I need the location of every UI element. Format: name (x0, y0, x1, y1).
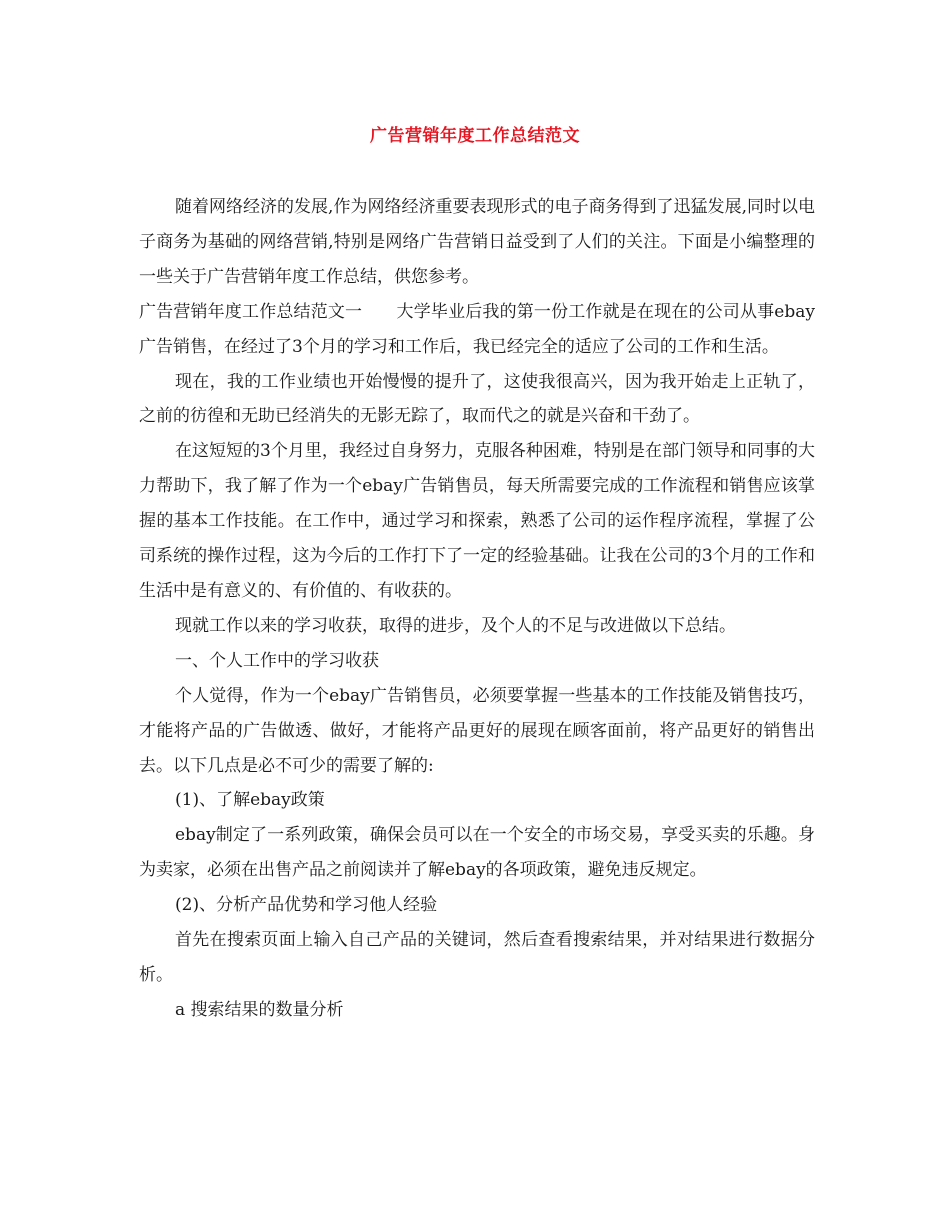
paragraph: 随着网络经济的发展,作为网络经济重要表现形式的电子商务得到了迅猛发展,同时以电子商务为基础的网络营销,特别是网络广告营销日益受到了人们的关注。下面是小编整理的一些关于广告营销年度工作总结，供您参考。 (139, 197, 815, 287)
paragraph: 在这短短的3个月里，我经过自身努力，克服各种困难，特别是在部门领导和同事的大力帮助下，我了解了作为一个ebay广告销售员，每天所需要完成的工作流程和销售应该掌握的基本工作技能。在工作中，通过学习和探索，熟悉了公司的运作程序流程，掌握了公司系统的操作过程，这为今后的工作打下了一定的经验基础。让我在公司的3个月的工作和生活中是有意义的、有价值的、有收获的。 (139, 441, 815, 601)
paragraph: ebay制定了一系列政策，确保会员可以在一个安全的市场交易，享受买卖的乐趣。身为卖家，必须在出售产品之前阅读并了解ebay的各项政策，避免违反规定。 (139, 825, 815, 881)
document-title: 广告营销年度工作总结范文 (370, 126, 580, 146)
section-heading: 一、个人工作中的学习收获 (175, 650, 379, 671)
paragraph: 现在，我的工作业绩也开始慢慢的提升了，这使我很高兴，因为我开始走上正轨了，之前的彷徨和无助已经消失的无影无踪了，取而代之的就是兴奋和干劲了。 (139, 371, 815, 427)
list-item-heading: a 搜索结果的数量分析 (175, 999, 344, 1020)
paragraph: 广告营销年度工作总结范文一 大学毕业后我的第一份工作就是在现在的公司从事ebay广告销售，在经过了3个月的学习和工作后，我已经完全的适应了公司的工作和生活。 (139, 301, 815, 357)
paragraph: 个人觉得，作为一个ebay广告销售员，必须要掌握一些基本的工作技能及销售技巧，才能将产品的广告做透、做好，才能将产品更好的展现在顾客面前，将产品更好的销售出去。以下几点是必不可少的需要了解的: (139, 685, 815, 776)
paragraph: 现就工作以来的学习收获，取得的进步，及个人的不足与改进做以下总结。 (175, 615, 736, 636)
subsection-heading: (1)、了解ebay政策 (175, 790, 325, 811)
paragraph: 首先在搜索页面上输入自己产品的关键词，然后查看搜索结果，并对结果进行数据分析。 (139, 930, 815, 985)
document-body (139, 190, 815, 1028)
subsection-heading: (2)、分析产品优势和学习他人经验 (175, 895, 438, 916)
